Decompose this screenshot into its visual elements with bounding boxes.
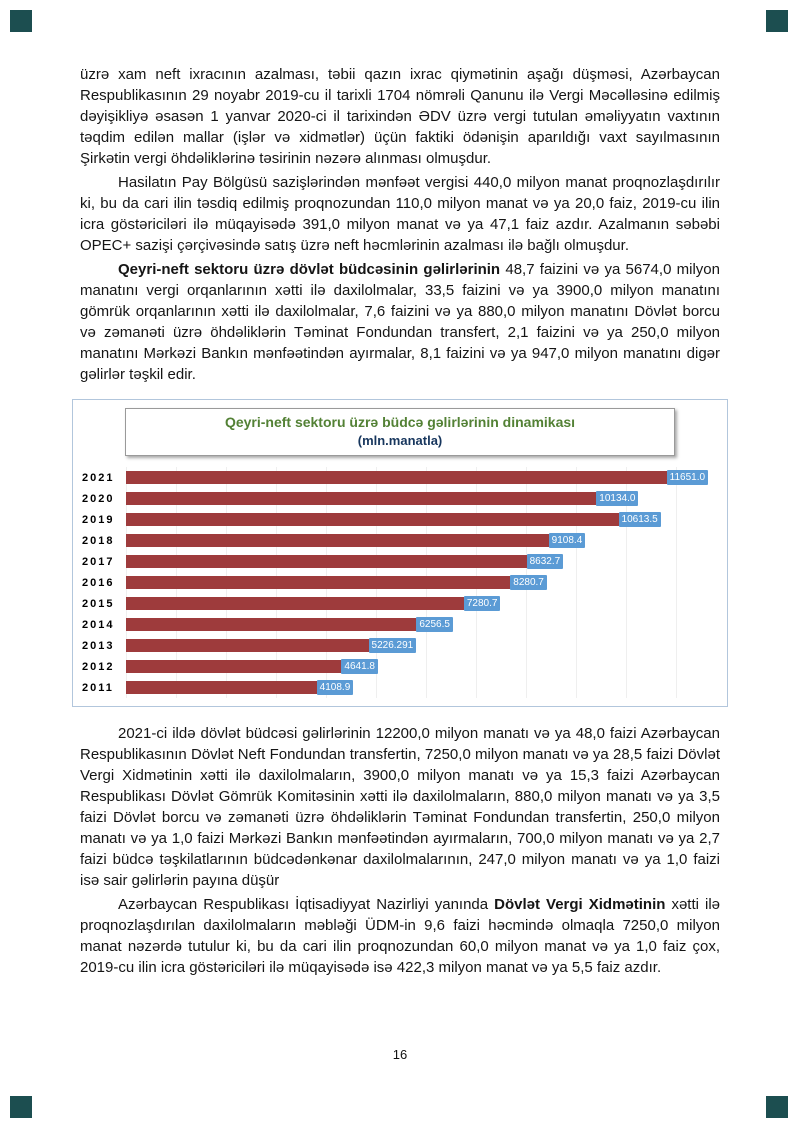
chart-bar-area bbox=[126, 614, 720, 635]
chart-container bbox=[72, 399, 728, 707]
chart-year-label: 2015 bbox=[82, 597, 115, 610]
chart-bar bbox=[126, 618, 416, 631]
chart-value-label: 7280.7 bbox=[464, 596, 501, 611]
corner-mark-bottom-right bbox=[766, 1096, 788, 1118]
chart-title: Qeyri-neft sektoru üzrə büdcə gəlirlərinin dinamikası bbox=[224, 414, 576, 430]
chart-bar-area bbox=[126, 593, 720, 614]
paragraph-tax-bold: Dövlət Vergi Xidmətinin bbox=[494, 896, 666, 913]
chart-value-label: 10134.0 bbox=[596, 491, 638, 506]
chart-value-label: 4108.9 bbox=[317, 680, 354, 695]
chart-bar-area bbox=[126, 551, 720, 572]
chart-row bbox=[82, 572, 720, 593]
chart-bar-area bbox=[126, 656, 720, 677]
paragraph-tax-after: xətti ilə proqnozlaşdırılan daxilolmaların məbləği ÜDM-in 9,6 faizi həcmində olmaqla 7250,0 milyon manat nəzərdə tutulur ki, bu da cari ilin proqnozundan 60,0 milyon manat və ya 1,0 faiz çox, 2019-cu ilin icra göstəriciləri ilə müqayisədə isə 422,3 milyon manat və ya 5,5 faiz azdır. bbox=[80, 896, 720, 976]
chart-value-label: 5226.291 bbox=[369, 638, 417, 653]
corner-mark-bottom-left bbox=[10, 1096, 32, 1118]
chart-bar-area bbox=[126, 572, 720, 593]
chart-bar-area bbox=[126, 509, 720, 530]
page-number: 16 bbox=[392, 1047, 408, 1062]
chart-year-label: 2017 bbox=[82, 555, 115, 568]
chart-row bbox=[82, 677, 720, 698]
paragraph-non-oil-rest: 48,7 faizini və ya 5674,0 milyon manatını vergi orqanlarının xətti ilə daxilolmalar, 33,5 faizini və ya 3900,0 milyon manatını gömrük orqanlarının xətti ilə daxilolmalar, 7,6 faizini və ya 880,0 milyon manatını Dövlət borcu və zəmanəti üzrə öhdəliklərin Təminat Fondundan transfert, 2,1 faizini və ya 250,0 milyon manatını Mərkəzi Bankın mənfəətindən ayırmalar, 8,1 faizini və ya 947,0 milyon manatını digər gəlirlər təşkil edir. bbox=[80, 261, 720, 383]
paragraph-non-oil-revenue-structure bbox=[80, 259, 720, 385]
chart-row bbox=[82, 593, 720, 614]
chart-row bbox=[82, 509, 720, 530]
chart-row bbox=[82, 488, 720, 509]
chart-row bbox=[82, 530, 720, 551]
chart-bar bbox=[126, 492, 596, 505]
chart-year-label: 2018 bbox=[82, 534, 115, 547]
chart-bar bbox=[126, 639, 369, 652]
chart-year-label: 2011 bbox=[82, 681, 114, 694]
chart-value-label: 11651.0 bbox=[667, 470, 708, 485]
corner-mark-top-left bbox=[10, 10, 32, 32]
chart-value-label: 6256.5 bbox=[416, 617, 453, 632]
chart-row bbox=[82, 635, 720, 656]
chart-value-label: 9108.4 bbox=[549, 533, 586, 548]
chart-year-label: 2021 bbox=[82, 471, 115, 484]
chart-year-label: 2014 bbox=[82, 618, 115, 631]
chart-value-label: 10613.5 bbox=[619, 512, 661, 527]
chart-year-label: 2020 bbox=[82, 492, 115, 505]
chart-bar bbox=[126, 555, 527, 568]
paragraph-2021-budget-revenues: 2021-ci ildə dövlət büdcəsi gəlirlərinin 12200,0 milyon manatı və ya 48,0 faizi Azərbaycan Respublikasının Dövlət Neft Fondundan transfertin, 7250,0 milyon manatı və ya 28,5 faizi Dövlət Vergi Xidmətinin xətti ilə daxilolmaların, 3900,0 milyon manatı və ya 15,3 faizi Azərbaycan Respublikası Dövlət Gömrük Komitəsinin xətti ilə daxilolmaların, 880,0 milyon manatı və ya 3,5 faizi Dövlət borcu və zəmanəti üzrə öhdəliklərin Təminat Fondundan transfertin, 250,0 milyon manatı və ya 1,0 faizi Mərkəzi Bankın mənfəətindən ayırmaların, 700,0 milyon manatı və ya 2,7 faizi büdcə təşkilatlarının büdcədənkənar daxilolmalarının, 247,0 milyon manatı və ya 1,0 faizi isə sair gəlirlərin payına düşür bbox=[80, 725, 720, 889]
paragraph-psa-profit-tax: Hasilatın Pay Bölgüsü sazişlərindən mənfəət vergisi 440,0 milyon manat proqnozlaşdırılır ki, bu da cari ilin təsdiq edilmiş proqnozundan 110,0 milyon manat və ya 20,0 faiz, 2019-cu ilin icra göstəriciləri ilə müqayisədə 391,0 milyon manat və ya 47,1 faiz azdır. Azalmanın səbəbi OPEC+ sazişi çərçivəsində satış üzrə neft həcmlərinin azalması ilə bağlı olmuşdur. bbox=[80, 174, 720, 254]
chart-subtitle: (mln.manatla) bbox=[357, 433, 443, 448]
chart-year-label: 2013 bbox=[82, 639, 115, 652]
chart-row bbox=[82, 467, 720, 488]
chart-title-box bbox=[125, 408, 675, 456]
page-content bbox=[80, 64, 720, 978]
chart-bar bbox=[126, 597, 464, 610]
chart-bar bbox=[126, 681, 317, 694]
chart-year-label: 2016 bbox=[82, 576, 115, 589]
chart-row bbox=[82, 551, 720, 572]
chart-year-label: 2012 bbox=[82, 660, 115, 673]
chart-bar bbox=[126, 471, 667, 484]
chart-bar-area bbox=[126, 677, 720, 698]
chart-bar bbox=[126, 660, 341, 673]
chart-year-label: 2019 bbox=[82, 513, 115, 526]
chart-bar-area bbox=[126, 488, 720, 509]
chart-row bbox=[82, 656, 720, 677]
corner-mark-top-right bbox=[766, 10, 788, 32]
chart-plot bbox=[80, 465, 720, 698]
chart-row bbox=[82, 614, 720, 635]
chart-bar-area bbox=[126, 530, 720, 551]
chart-bar-area bbox=[126, 467, 720, 488]
chart-bar bbox=[126, 576, 510, 589]
chart-value-label: 8280.7 bbox=[510, 575, 547, 590]
paragraph-tax-before: Azərbaycan Respublikası İqtisadiyyat Nazirliyi yanında bbox=[118, 896, 495, 913]
chart-value-label: 4641.8 bbox=[341, 659, 378, 674]
paragraph-state-tax-service bbox=[80, 894, 720, 978]
paragraph-non-oil-lead-bold: Qeyri-neft sektoru üzrə dövlət büdcəsinin gəlirlərinin bbox=[118, 261, 501, 278]
chart-bar-area bbox=[126, 635, 720, 656]
paragraph-oil-export-decline: üzrə xam neft ixracının azalması, təbii qazın ixrac qiymətinin aşağı düşməsi, Azərbaycan Respublikasının 29 noyabr 2019-cu il tarixli 1704 nömrəli Qanunu ilə Vergi Məcəlləsinə edilmiş dəyişikliyə əsasən 1 yanvar 2020-ci il tarixindən ƏDV üzrə vergi tutulan əməliyyatın vaxtının təqdim edilən mallar (işlər və xidmətlər) üçün faktiki ödənişin aparıldığı vaxt sayılmasının Şirkətin vergi öhdəliklərinə təsirinin nəzərə alınması olmuşdur. bbox=[80, 66, 720, 167]
chart-bar bbox=[126, 534, 549, 547]
chart-value-label: 8632.7 bbox=[527, 554, 564, 569]
chart-bar bbox=[126, 513, 619, 526]
